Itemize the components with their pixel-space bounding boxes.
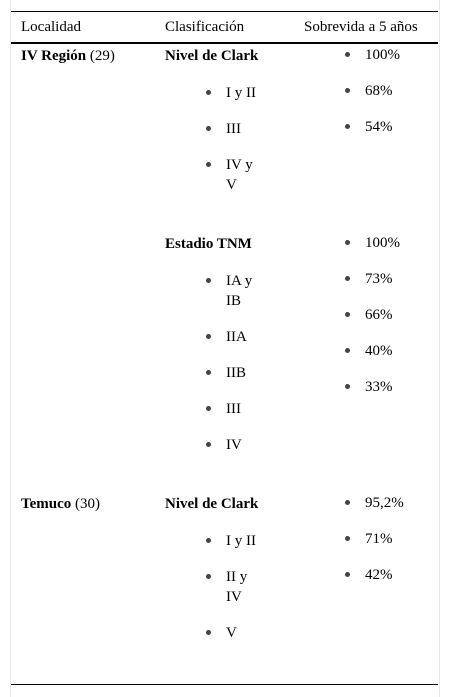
bullet-icon [345, 348, 350, 353]
classification-item-label: I y II [226, 533, 256, 549]
header-survival: Sobrevida a 5 años [304, 19, 418, 35]
survival-value: 54% [365, 119, 393, 135]
classification-item-label: III [226, 121, 241, 137]
classification-item-label: IIA [226, 329, 247, 345]
bullet-icon [206, 334, 211, 339]
locality-cell [21, 47, 115, 65]
survival-value: 71% [365, 531, 393, 547]
bullet-icon [206, 630, 211, 635]
bullet-icon [206, 574, 211, 579]
bullet-icon [206, 538, 211, 543]
table-header-rule [11, 42, 438, 44]
bullet-icon [345, 384, 350, 389]
bullet-icon [206, 406, 211, 411]
survival-value: 68% [365, 83, 393, 99]
survival-value: 42% [365, 567, 393, 583]
bullet-icon [345, 276, 350, 281]
bullet-icon [345, 52, 350, 57]
survival-value: 33% [365, 379, 393, 395]
classification-item-label: III [226, 401, 241, 417]
bullet-icon [345, 312, 350, 317]
bullet-icon [206, 90, 211, 95]
bullet-icon [345, 124, 350, 129]
bullet-icon [345, 572, 350, 577]
header-locality: Localidad [21, 19, 81, 35]
classification-item-label: IV y V [226, 157, 253, 193]
classification-item-label: IA y IB [226, 273, 253, 309]
survival-value: 95,2% [365, 495, 404, 511]
bullet-icon [206, 126, 211, 131]
survival-value: 73% [365, 271, 393, 287]
survival-value: 100% [365, 47, 400, 63]
classification-group-title: Nivel de Clark [165, 496, 259, 512]
bullet-icon [345, 240, 350, 245]
classification-group-title: Nivel de Clark [165, 48, 259, 64]
classification-item-label: I y II [226, 85, 256, 101]
survival-value: 100% [365, 235, 400, 251]
bullet-icon [206, 162, 211, 167]
bullet-icon [345, 536, 350, 541]
bullet-icon [345, 88, 350, 93]
bullet-icon [206, 442, 211, 447]
header-classification: Clasificación [165, 19, 245, 35]
bullet-icon [206, 278, 211, 283]
locality-cell [21, 495, 100, 513]
survival-value: 66% [365, 307, 393, 323]
bullet-icon [345, 500, 350, 505]
locality-reference: (30) [75, 496, 101, 512]
classification-item-label: II y IV [226, 569, 248, 605]
locality-name: Temuco [21, 496, 72, 512]
classification-item-label: V [226, 625, 237, 641]
survival-value: 40% [365, 343, 393, 359]
table-bottom-rule [11, 684, 438, 685]
table-top-rule [11, 11, 438, 12]
classification-item-label: IIB [226, 365, 246, 381]
classification-item-label: IV [226, 437, 242, 453]
locality-name: IV Región [21, 48, 87, 64]
classification-group-title: Estadio TNM [165, 236, 252, 252]
bullet-icon [206, 370, 211, 375]
locality-reference: (29) [89, 48, 115, 64]
